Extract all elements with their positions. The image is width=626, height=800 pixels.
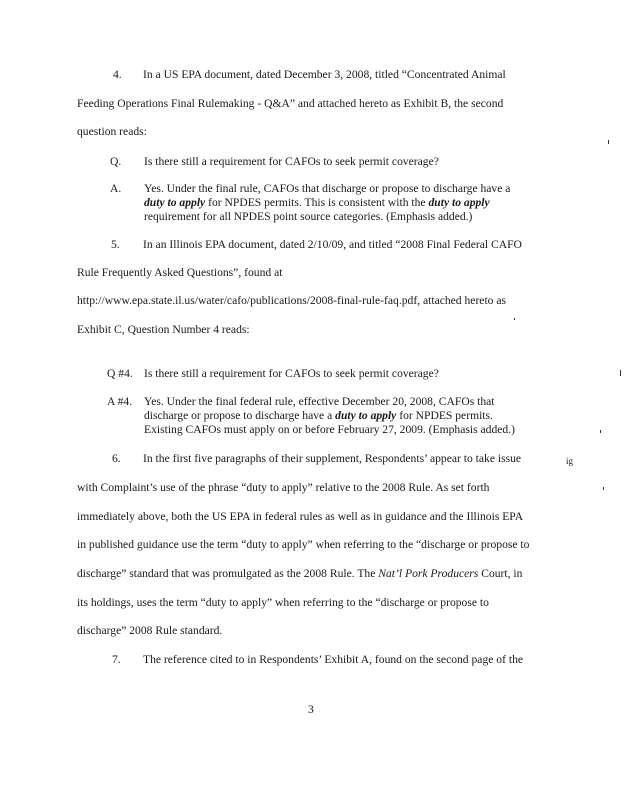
qa2-answer-line2-pre: discharge or propose to discharge have a	[144, 409, 336, 422]
para5-number: 5.	[111, 238, 120, 251]
qa2-answer-label: A #4.	[107, 395, 133, 408]
qa1-question-text: Is there still a requirement for CAFOs to seek permit coverage?	[144, 155, 439, 168]
qa2-answer-line2	[144, 409, 493, 423]
para6-line3: immediately above, both the US EPA in federal rules as well as in guidance and the Illinois EPA	[77, 510, 524, 523]
para4-line2: Feeding Operations Final Rulemaking - Q&A” and attached hereto as Exhibit B, the second	[77, 97, 504, 110]
qa2-answer-line2-rest: for NPDES permits.	[396, 409, 493, 422]
qa2-question-label: Q #4.	[107, 367, 133, 380]
para6-line2: with Complaint’s use of the phrase “duty to apply” relative to the 2008 Rule. As set forth	[77, 481, 490, 494]
margin-note: ig	[566, 456, 574, 466]
para4-line3: question reads:	[77, 125, 147, 138]
qa1-answer-line2-text: for NPDES permits. This is consistent with the	[205, 196, 429, 209]
page-number: 3	[308, 703, 314, 716]
para5-line4: Exhibit C, Question Number 4 reads:	[77, 323, 250, 336]
para4-line1: In a US EPA document, dated December 3, 2008, titled “Concentrated Animal	[143, 68, 506, 81]
qa2-answer-line3: Existing CAFOs must apply on or before February 27, 2009. (Emphasis added.)	[144, 423, 515, 436]
para6-line5-pre: discharge” standard that was promulgated as the 2008 Rule. The	[77, 567, 379, 580]
para5-line3: http://www.epa.state.il.us/water/cafo/publications/2008-final-rule-faq.pdf, attached hereto as	[77, 294, 507, 307]
scan-speck	[514, 318, 515, 320]
para6-line6: its holdings, uses the term “duty to apply” when referring to the “discharge or propose to	[77, 596, 489, 609]
qa1-emphasis-duty-to-apply: duty to apply	[144, 196, 206, 209]
qa1-answer-line2	[144, 196, 490, 210]
para6-line7: discharge” 2008 Rule standard.	[77, 624, 223, 637]
para5-line1: In an Illinois EPA document, dated 2/10/09, and titled “2008 Final Federal CAFO	[143, 238, 522, 251]
para7-number: 7.	[112, 653, 121, 666]
qa2-emphasis-duty-to-apply: duty to apply	[335, 409, 397, 422]
para6-number: 6.	[112, 452, 121, 465]
qa1-question-label: Q.	[110, 155, 122, 168]
qa2-question-text: Is there still a requirement for CAFOs to seek permit coverage?	[144, 367, 439, 380]
scan-speck	[620, 370, 621, 376]
para6-line5-post: Court, in	[478, 567, 523, 580]
scan-speck	[603, 487, 604, 490]
para5-line2: Rule Frequently Asked Questions”, found at	[77, 266, 283, 279]
qa1-answer-line1: Yes. Under the final rule, CAFOs that discharge or propose to discharge have a	[144, 182, 511, 195]
qa1-answer-label: A.	[110, 182, 122, 195]
para6-line1: In the first five paragraphs of their supplement, Respondents’ appear to take issue	[143, 452, 522, 465]
scan-speck	[600, 430, 601, 433]
qa1-emphasis-duty-to-apply-2: duty to apply	[428, 196, 490, 209]
para6-line4: in published guidance use the term “duty to apply” when referring to the “discharge or propose to	[77, 538, 530, 551]
qa2-answer-line1: Yes. Under the final federal rule, effective December 20, 2008, CAFOs that	[144, 395, 495, 408]
para4-number: 4.	[113, 68, 122, 81]
para6-line5	[77, 567, 522, 581]
scan-speck	[608, 140, 609, 144]
para6-case-name: Nat’l Pork Producers	[378, 567, 479, 580]
para7-line1: The reference cited to in Respondents’ Exhibit A, found on the second page of the	[143, 653, 524, 666]
qa1-answer-line3: requirement for all NPDES point source categories. (Emphasis added.)	[144, 210, 473, 223]
